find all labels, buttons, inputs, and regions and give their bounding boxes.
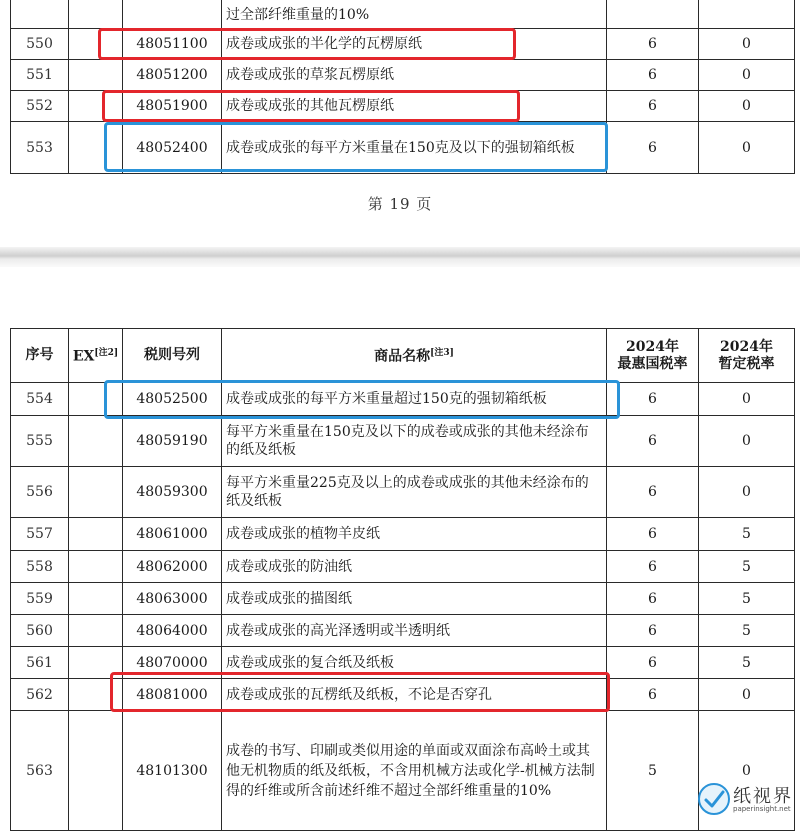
watermark-url: paperinsight.net (733, 805, 791, 813)
row-code: 48070000 (123, 647, 222, 679)
tariff-table-page-19 (10, 0, 795, 174)
row-code: 48052400 (123, 122, 222, 174)
row-temp-rate (699, 0, 795, 29)
row-code: 48061000 (123, 518, 222, 551)
row-seq: 559 (11, 583, 69, 615)
row-seq: 561 (11, 647, 69, 679)
row-temp-rate: 0 (699, 467, 795, 518)
page-number: 第 19 页 (367, 195, 433, 213)
row-mfn-rate: 6 (607, 583, 699, 615)
row-temp-rate: 0 (699, 91, 795, 122)
row-ex (69, 518, 123, 551)
table-row (11, 467, 795, 518)
watermark-text: 纸视界 (733, 786, 793, 807)
row-name: 成卷或成张的每平方米重量超过150克的强韧箱纸板 (222, 383, 607, 416)
row-temp-rate: 5 (699, 583, 795, 615)
row-code: 48051200 (123, 60, 222, 91)
row-seq: 556 (11, 467, 69, 518)
table-row (11, 711, 795, 831)
row-mfn-rate: 6 (607, 679, 699, 711)
table-row (11, 383, 795, 416)
row-mfn-rate: 6 (607, 60, 699, 91)
row-name: 成卷或成张的复合纸及纸板 (222, 647, 607, 679)
row-temp-rate: 5 (699, 551, 795, 583)
row-temp-rate: 0 (699, 60, 795, 91)
row-seq: 562 (11, 679, 69, 711)
row-name: 成卷或成张的半化学的瓦楞原纸 (222, 29, 607, 60)
row-code (123, 0, 222, 29)
row-ex (69, 122, 123, 174)
row-mfn-rate: 6 (607, 122, 699, 174)
row-name: 成卷或成张的描图纸 (222, 583, 607, 615)
row-name: 成卷或成张的草浆瓦楞原纸 (222, 60, 607, 91)
row-mfn-rate: 6 (607, 383, 699, 416)
row-code: 48101300 (123, 711, 222, 831)
tariff-table-page-20 (10, 328, 795, 831)
row-ex (69, 647, 123, 679)
row-temp-rate: 5 (699, 647, 795, 679)
header-code: 税则号列 (123, 329, 222, 383)
row-seq: 552 (11, 91, 69, 122)
row-seq: 553 (11, 122, 69, 174)
logo-icon (697, 782, 731, 816)
row-mfn-rate: 6 (607, 551, 699, 583)
row-temp-rate: 0 (699, 383, 795, 416)
row-mfn-rate (607, 0, 699, 29)
row-name: 每平方米重量在150克及以下的成卷或成张的其他未经涂布的纸及纸板 (222, 416, 607, 467)
row-temp-rate: 5 (699, 518, 795, 551)
row-ex (69, 29, 123, 60)
row-name: 过全部纤维重量的10% (222, 0, 607, 29)
row-code: 48063000 (123, 583, 222, 615)
row-ex (69, 711, 123, 831)
row-mfn-rate: 6 (607, 647, 699, 679)
row-name: 成卷的书写、印刷或类似用途的单面或双面涂布高岭土或其他无机物质的纸及纸板，不含用机械方法或化学-机械方法制得的纤维或所含前述纤维不超过全部纤维重量的10% (222, 711, 607, 831)
row-mfn-rate: 6 (607, 615, 699, 647)
row-mfn-rate: 6 (607, 29, 699, 60)
row-mfn-rate: 6 (607, 91, 699, 122)
row-code: 48051100 (123, 29, 222, 60)
row-code: 48052500 (123, 383, 222, 416)
header-mfn-rate: 2024年 最惠国税率 (607, 329, 699, 383)
page-separator (0, 247, 800, 267)
row-ex (69, 0, 123, 29)
table-row (11, 416, 795, 467)
table-header-row (11, 329, 795, 383)
row-code: 48059190 (123, 416, 222, 467)
row-name: 成卷或成张的每平方米重量在150克及以下的强韧箱纸板 (222, 122, 607, 174)
row-code: 48062000 (123, 551, 222, 583)
row-temp-rate: 5 (699, 615, 795, 647)
row-code: 48081000 (123, 679, 222, 711)
row-mfn-rate: 5 (607, 711, 699, 831)
row-ex (69, 416, 123, 467)
row-mfn-rate: 6 (607, 416, 699, 467)
row-seq: 560 (11, 615, 69, 647)
row-name: 成卷或成张的瓦楞纸及纸板，不论是否穿孔 (222, 679, 607, 711)
watermark-logo (697, 778, 797, 820)
row-seq: 558 (11, 551, 69, 583)
row-code: 48064000 (123, 615, 222, 647)
header-seq: 序号 (11, 329, 69, 383)
header-temp-rate: 2024年 暂定税率 (699, 329, 795, 383)
table-row (11, 583, 795, 615)
row-ex (69, 615, 123, 647)
row-seq: 563 (11, 711, 69, 831)
table-row (11, 647, 795, 679)
table-row (11, 551, 795, 583)
row-name: 成卷或成张的其他瓦楞原纸 (222, 91, 607, 122)
row-mfn-rate: 6 (607, 518, 699, 551)
row-seq: 557 (11, 518, 69, 551)
row-name: 每平方米重量225克及以上的成卷或成张的其他未经涂布的纸及纸板 (222, 467, 607, 518)
table-row (11, 29, 795, 60)
row-name: 成卷或成张的植物羊皮纸 (222, 518, 607, 551)
row-ex (69, 679, 123, 711)
row-mfn-rate: 6 (607, 467, 699, 518)
table-row (11, 60, 795, 91)
row-ex (69, 91, 123, 122)
row-seq: 554 (11, 383, 69, 416)
row-name: 成卷或成张的防油纸 (222, 551, 607, 583)
row-seq (11, 0, 69, 29)
row-seq: 551 (11, 60, 69, 91)
table-row (11, 0, 795, 29)
row-code: 48051900 (123, 91, 222, 122)
row-temp-rate: 0 (699, 416, 795, 467)
table-row (11, 122, 795, 174)
header-name: 商品名称[注3] (222, 329, 607, 383)
row-temp-rate: 0 (699, 679, 795, 711)
table-row (11, 518, 795, 551)
table-row (11, 91, 795, 122)
row-ex (69, 60, 123, 91)
row-temp-rate: 0 (699, 711, 795, 831)
row-temp-rate: 0 (699, 29, 795, 60)
row-name: 成卷或成张的高光泽透明或半透明纸 (222, 615, 607, 647)
row-ex (69, 383, 123, 416)
row-code: 48059300 (123, 467, 222, 518)
row-ex (69, 583, 123, 615)
row-seq: 550 (11, 29, 69, 60)
row-ex (69, 551, 123, 583)
row-ex (69, 467, 123, 518)
row-seq: 555 (11, 416, 69, 467)
header-ex: EX[注2] (69, 329, 123, 383)
table-row (11, 679, 795, 711)
table-row (11, 615, 795, 647)
row-temp-rate: 0 (699, 122, 795, 174)
